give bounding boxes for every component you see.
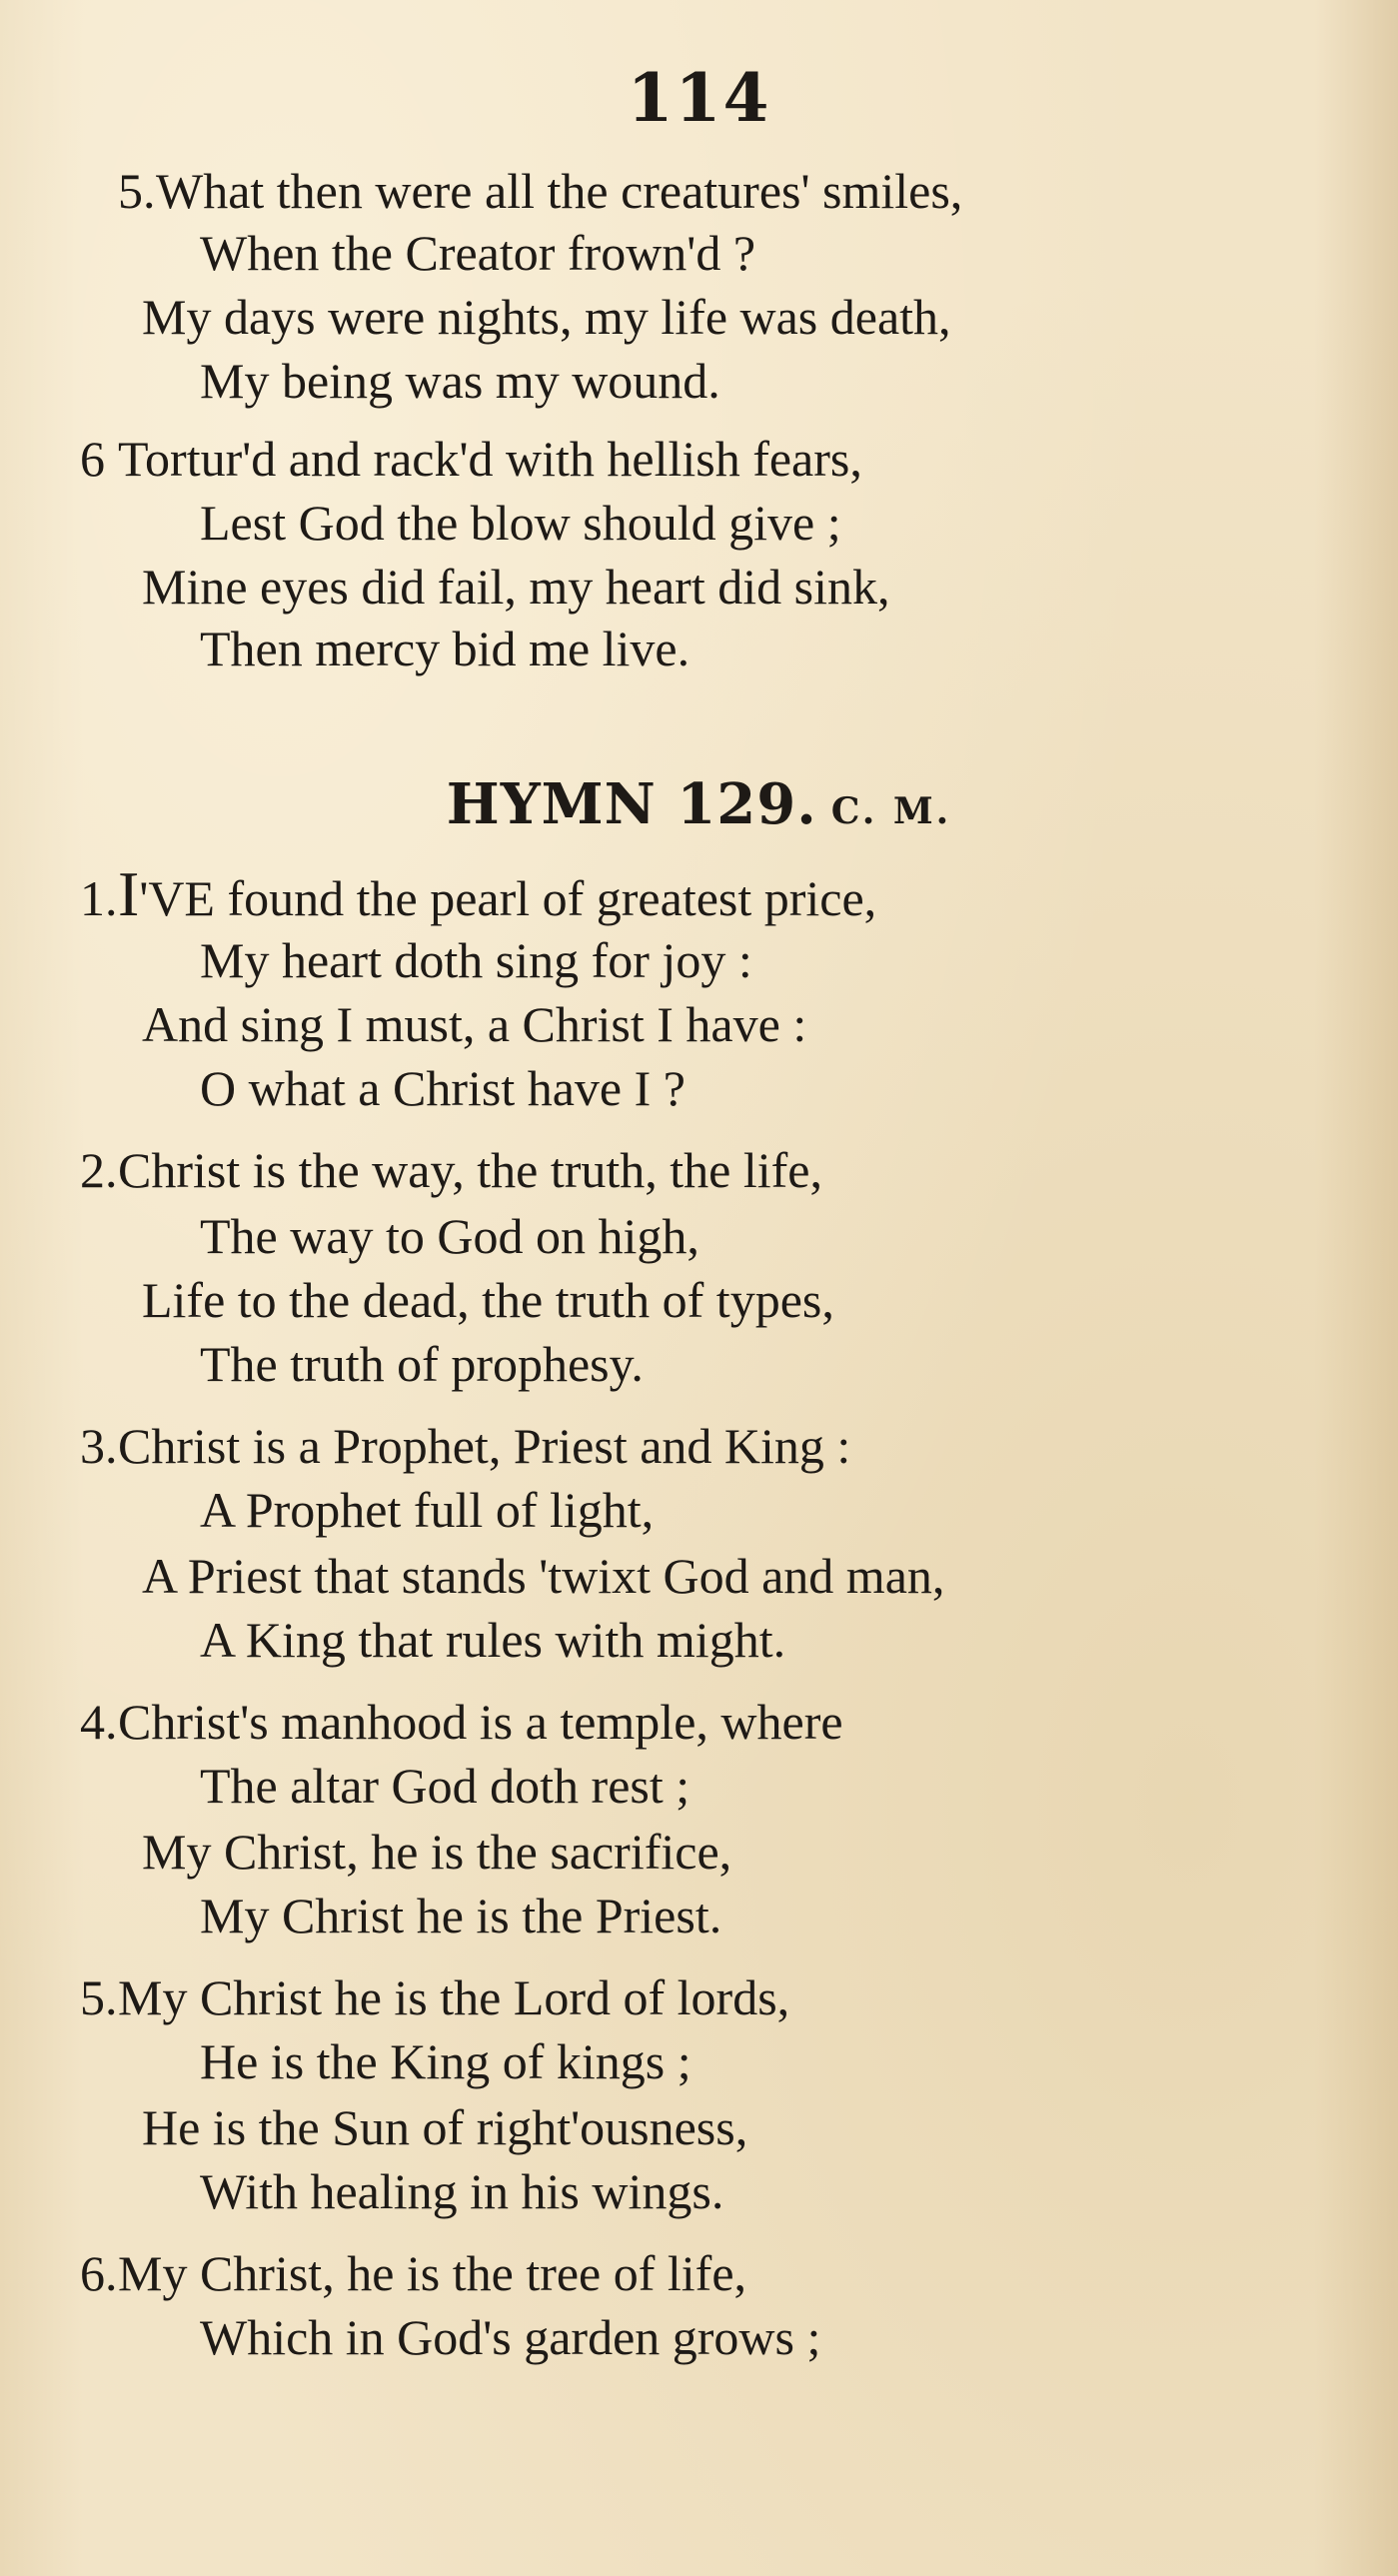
prev-verse-6-line-3: Mine eyes did fail, my heart did sink,	[142, 559, 890, 615]
verse-1-dropcap: I	[118, 858, 140, 929]
verse-2-line-3: Life to the dead, the truth of types,	[142, 1272, 834, 1328]
prev-verse-6-line-2: Lest God the blow should give ;	[200, 495, 841, 551]
prev-verse-5-number: 5.	[118, 163, 156, 219]
verse-2-number: 2.	[80, 1142, 118, 1198]
verse-1-line-1: 1.I'VE found the pearl of greatest price,	[80, 858, 877, 929]
verse-4-line-1: 4.Christ's manhood is a temple, where	[80, 1691, 843, 1753]
verse-3-line-1: 3.Christ is a Prophet, Priest and King :	[80, 1415, 850, 1477]
verse-2-line-2: The way to God on high,	[200, 1208, 699, 1264]
prev-verse-5-line-2: When the Creator frown'd ?	[200, 225, 756, 281]
prev-verse-5-line-3: My days were nights, my life was death,	[142, 289, 951, 345]
verse-5-line-3: He is the Sun of right'ousness,	[142, 2099, 748, 2155]
verse-1-number: 1.	[80, 870, 118, 926]
verse-5-line-1: 5.My Christ he is the Lord of lords,	[80, 1966, 789, 2028]
verse-6-line-1: 6.My Christ, he is the tree of life,	[80, 2242, 746, 2304]
verse-2-line-4: The truth of prophesy.	[200, 1336, 644, 1392]
verse-4-line-3: My Christ, he is the sacrifice,	[142, 1824, 732, 1880]
verse-2-line-1: 2.Christ is the way, the truth, the life,	[80, 1139, 822, 1201]
verse-5-number: 5.	[80, 1969, 118, 2025]
verse-6-line-2: Which in God's garden grows ;	[200, 2309, 821, 2365]
verse-6-number: 6.	[80, 2245, 118, 2301]
verse-3-line-2: A Prophet full of light,	[200, 1482, 655, 1538]
verse-4-number: 4.	[80, 1694, 118, 1750]
hymn-title	[0, 769, 1398, 846]
verse-3-number: 3.	[80, 1418, 118, 1474]
verse-1-line-2: My heart doth sing for joy :	[200, 932, 752, 988]
hymn-title-text: HYMN 129.	[446, 771, 817, 837]
prev-verse-5-line-4: My being was my wound.	[200, 353, 720, 409]
verse-4-line-4: My Christ he is the Priest.	[200, 1888, 722, 1943]
page-number: 114	[627, 59, 771, 137]
verse-3-line-4: A King that rules with might.	[200, 1612, 786, 1668]
prev-verse-5-line-1: 5.What then were all the creatures' smiles,	[118, 160, 962, 222]
prev-verse-6-number: 6	[80, 431, 105, 487]
verse-5-line-4: With healing in his wings.	[200, 2163, 724, 2219]
verse-1-line-4: O what a Christ have I ?	[200, 1060, 686, 1116]
verse-3-line-3: A Priest that stands 'twixt God and man,	[142, 1548, 945, 1604]
prev-verse-6-line-4: Then mercy bid me live.	[200, 621, 691, 676]
prev-verse-6-line-1: 6 Tortur'd and rack'd with hellish fears,	[80, 428, 862, 490]
verse-5-line-2: He is the King of kings ;	[200, 2033, 692, 2089]
verse-4-line-2: The altar God doth rest ;	[200, 1758, 691, 1814]
verse-1-line-3: And sing I must, a Christ I have :	[142, 996, 807, 1052]
hymn-meter: C. M.	[830, 790, 952, 832]
